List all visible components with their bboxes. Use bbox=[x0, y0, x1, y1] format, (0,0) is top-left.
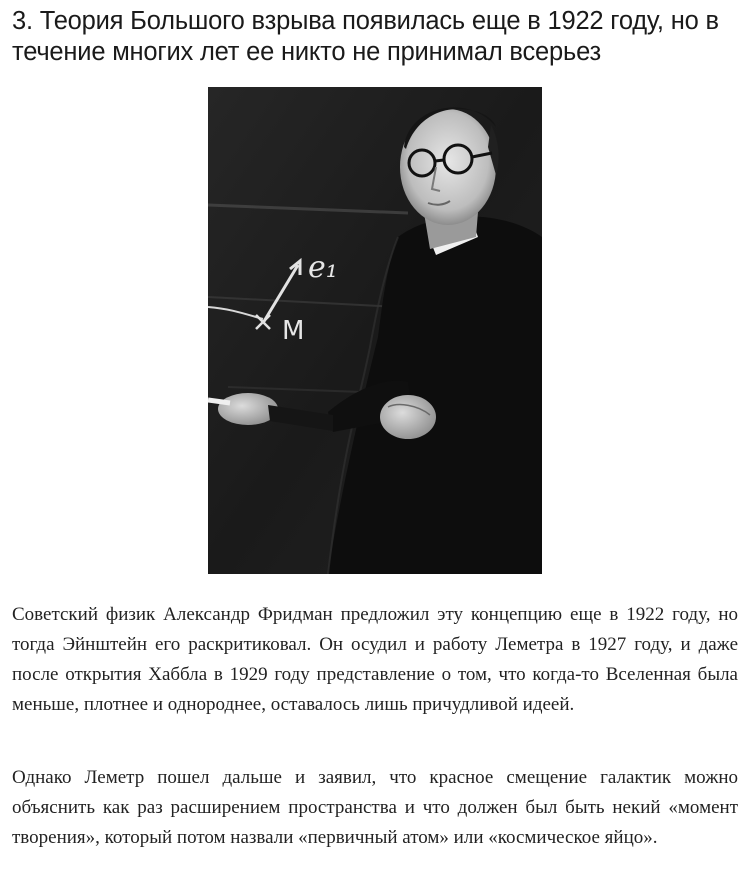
chalk-label-m: M bbox=[282, 316, 305, 346]
lecturer-photo bbox=[208, 87, 542, 574]
paragraph-friedman: Советский физик Александр Фридман предложил эту концепцию еще в 1922 году, но тогда Эйнштейн его раскритиковал. Он осудил и работу Леметра в 1927 году, и даже после открытия Хаббла в 1929 году представление о том, что когда-то Вселенная была меньше, плотнее и однороднее, оставалось лишь причудливой идеей. bbox=[12, 604, 738, 715]
chalk-label-e1: e₁ bbox=[308, 250, 338, 285]
lecturer-photo-drawing bbox=[208, 87, 542, 574]
article-heading: 3. Теория Большого взрыва появилась еще в 1922 году, но в течение многих лет ее никто не принимал всерьез bbox=[12, 7, 719, 66]
paragraph-lemaitre: Однако Леметр пошел дальше и заявил, что красное смещение галактик можно объяснить как раз расширением пространства и что должен был быть некий «момент творения», который потом назвали «первичный атом» или «космическое яйцо». bbox=[12, 767, 738, 848]
